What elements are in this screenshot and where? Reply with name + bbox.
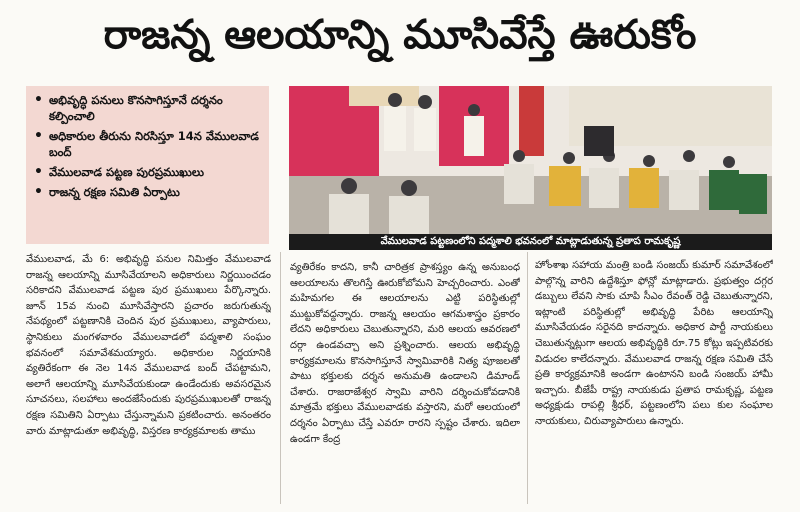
article-column-1: వేములవాడ, మే 6: అభివృద్ధి పనుల నిమిత్తం వేములవాడ రాజన్న ఆలయాన్ని మూసివేయాలని అధికారులు నిర్ణయించడం సరికాదని వేములవాడ పట్టణ పుర ప్రముఖులు పేర్కొన్నారు. జూన్ 15వ నుంచి మూసివేస్తారని ప్రచారం జరుగుతున్న నేపథ్యంలో పట్టణానికి చెందిన పుర ప్రముఖులు, వ్యాపారులు, స్థానికులు మంగళవారం వేములవాడలో పద్మశాలి సంఘం భవనంలో సమావేశమయ్యారు. అధికారుల నిర్ణయానికి వ్యతిరేకంగా ఈ నెల 14న వేములవాడ బంద్ చేపట్టామని, అలాగే ఆలయాన్ని మూసివేయకుండా ఉండేందుకు అవసరమైన సూచనలు, సలహాలు అందజేసేందుకు పురప్రముఖులతో రాజన్న రక్షణ సమితిని ఏర్పాటు చేస్తున్నామని ప్రకటించారు. అనంతరం వారు మాట్లాడుతూ అభివృద్ధి, విస్తరణ కార్యక్రమాలకు తాము xyxy=(26,254,271,437)
meeting-photo-illustration xyxy=(289,86,772,234)
bullet-icon: • xyxy=(34,92,43,108)
highlight-item xyxy=(34,164,261,180)
column-divider xyxy=(527,252,528,504)
highlight-item xyxy=(34,92,261,124)
highlight-text: అధికారుల తీరును నిరసిస్తూ 14న వేములవాడ బంద్ xyxy=(48,129,259,159)
article-column-3: హోంశాఖ సహాయ మంత్రి బండి సంజయ్ కుమార్ సమావేశంలో పాల్గొన్న వారిని ఉద్దేశిస్తూ ఫోన్లో మాట్లాడారు. ప్రభుత్వం దగ్గర డబ్బులు లేవని సాకు చూపి సీఎం రేవంత్ రెడ్డి చెబుతున్నారని, ఇట్లాంటి పరిస్థితుల్లో అభివృద్ధి పేరిట ఆలయాన్ని మూసివేయడం సరైనది కాదన్నారు. అధికార పార్టీ నాయకులు చెబుతున్నట్లుగా ఆలయ అభివృద్ధికి రూ.75 కోట్లు ఇప్పటివరకు విడుదల కాలేదన్నారు. వేములవాడ రాజన్న రక్షణ సమితి చేసే ప్రతి కార్యక్రమానికి అండగా ఉంటానని బండి సంజయ్ హామీ ఇచ్చారు. బీజేపీ రాష్ట్ర నాయకుడు ప్రతాప రామకృష్ణ, పట్టణ అధ్యక్షుడు రాపల్లి శ్రీధర్, పట్టణంలోని పలు కుల సంఘాల నాయకులు, చిరువ్యాపారులు ఉన్నారు. xyxy=(535,260,773,427)
highlight-text: వేములవాడ పట్టణ పురప్రముఖులు xyxy=(48,165,204,179)
headline: రాజన్న ఆలయాన్ని మూసివేస్తే ఊరుకోం xyxy=(103,12,697,58)
highlight-text: రాజన్న రక్షణ సమితి ఏర్పాటు xyxy=(48,185,180,199)
highlight-item xyxy=(34,184,261,200)
highlight-item xyxy=(34,128,261,160)
bullet-icon: • xyxy=(34,128,43,144)
photo-caption: వేములవాడ పట్టణంలోని పద్మశాలి భవనంలో మాట్లాడుతున్న ప్రతాప రామకృష్ణ xyxy=(289,234,772,250)
bullet-icon: • xyxy=(34,184,43,200)
article-column-2: వ్యతిరేకం కాదని, కానీ చారిత్రక ప్రాశస్త్యం ఉన్న అనుబంధ ఆలయాలను తొలగిస్తే ఊరుకోబోమని హెచ్చరించారు. ఎంతో మహిమగల ఈ ఆలయాలను ఎట్టి పరిస్థితుల్లో ముట్టుకోవద్దన్నారు. రాజన్న ఆలయం ఆగమశాస్త్రం ప్రకారం లేదని అధికారులు చెబుతున్నారని, మరి ఆలయ ఆవరణలో దర్గా ఉండవచ్చా అని ప్రశ్నించారు. ఆలయ అభివృద్ధి కార్యక్రమాలను కొనసాగిస్తూనే స్వామివారికి నిత్య పూజలతో పాటు భక్తులకు దర్శన అనుమతి ఉండాలని డిమాండ్ చేశారు. రాజరాజేశ్వర స్వామి వారిని దర్శించుకోవడానికి మాత్రమే భక్తులు వేములవాడకు వస్తారని, మరో ఆలయంలో దర్శనం ఏర్పాటు చేస్తే ఎవరూ రారని స్పష్టం చేశారు. ఇదిలా ఉండగా కేంద్ర xyxy=(290,262,520,445)
highlight-text: అభివృద్ధి పనులు కొనసాగిస్తూనే దర్శనం కల్పించాలి xyxy=(48,93,223,123)
column-divider xyxy=(280,252,281,504)
news-photo xyxy=(289,86,772,234)
highlights-box xyxy=(26,86,269,244)
bullet-icon: • xyxy=(34,164,43,180)
